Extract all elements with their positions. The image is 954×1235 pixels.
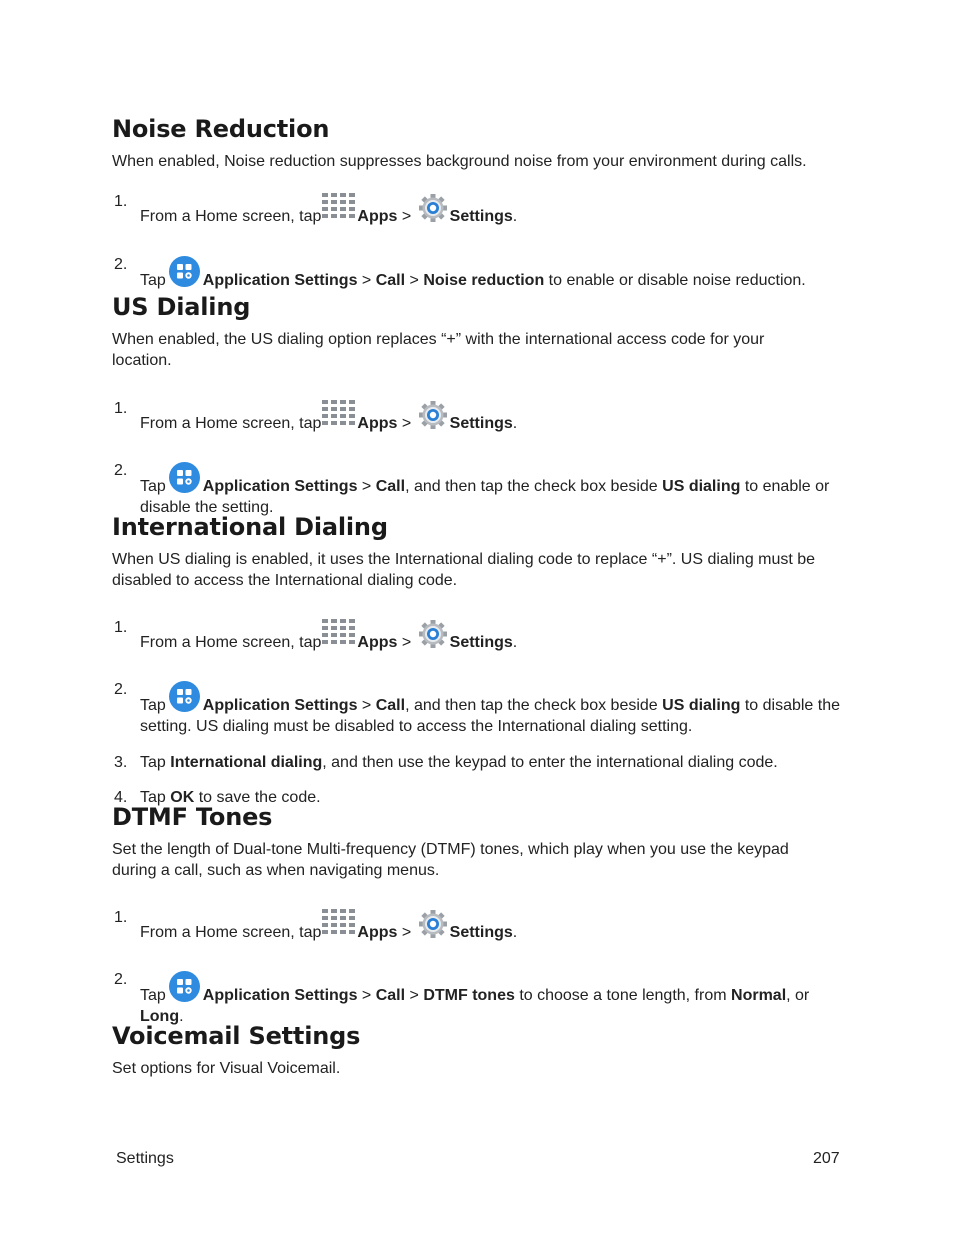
step-list xyxy=(112,617,852,808)
ok-label: OK xyxy=(170,789,195,806)
step-text: , and then tap the check box beside xyxy=(405,478,658,495)
step-text: From a Home screen, tap xyxy=(140,924,322,941)
section-title: DTMF Tones xyxy=(112,803,273,831)
step-number: 2. xyxy=(114,256,128,273)
step-item xyxy=(112,969,852,1027)
step-number: 2. xyxy=(114,681,128,698)
step-text: , and then tap the check box beside xyxy=(405,697,658,714)
step-item xyxy=(112,254,852,291)
section-description: When US dialing is enabled, it uses the International dialing code to replace “+”. US dialing must be disabled to access the International dialing code. xyxy=(112,551,816,589)
apps-label: Apps xyxy=(357,634,398,651)
section-description: When enabled, the US dialing option replaces “+” with the international access code for your location. xyxy=(112,331,765,369)
step-text: Tap xyxy=(140,987,166,1004)
call-label: Call xyxy=(375,697,406,714)
step-number: 2. xyxy=(114,462,128,479)
section-title: US Dialing xyxy=(112,293,251,321)
section-description: Set options for Visual Voicemail. xyxy=(112,1060,341,1077)
step-text: Tap xyxy=(140,697,166,714)
step-number: 1. xyxy=(114,619,128,636)
option-label: US dialing xyxy=(662,478,741,495)
step-text: From a Home screen, tap xyxy=(140,415,322,432)
apps-grid-icon xyxy=(322,398,356,428)
option-label: International dialing xyxy=(170,754,323,771)
separator: > xyxy=(401,415,412,432)
step-item xyxy=(112,907,852,943)
punctuation: . xyxy=(512,924,518,941)
application-settings-icon xyxy=(169,254,200,285)
long-label: Long xyxy=(140,1008,180,1025)
step-text: From a Home screen, tap xyxy=(140,208,322,225)
step-item xyxy=(112,679,852,737)
settings-gear-icon xyxy=(418,617,448,647)
step-item xyxy=(112,191,852,227)
call-label: Call xyxy=(375,272,406,289)
section-us-dialing xyxy=(112,292,852,518)
step-text: From a Home screen, tap xyxy=(140,634,322,651)
punctuation: . xyxy=(179,1008,184,1025)
settings-gear-icon xyxy=(418,398,448,428)
step-number: 3. xyxy=(114,754,128,771)
step-text: to enable or disable noise reduction. xyxy=(548,272,806,289)
separator: > xyxy=(401,208,412,225)
step-text: , and then use the keypad to enter the international dialing code. xyxy=(322,754,778,771)
section-description: When enabled, Noise reduction suppresses background noise from your environment during calls. xyxy=(112,153,807,170)
step-text: , or xyxy=(786,987,810,1004)
section-title: Noise Reduction xyxy=(112,115,330,143)
step-number: 1. xyxy=(114,193,128,210)
option-label: Noise reduction xyxy=(423,272,545,289)
step-number: 1. xyxy=(114,400,128,417)
apps-label: Apps xyxy=(357,415,398,432)
apps-grid-icon xyxy=(322,191,356,221)
punctuation: . xyxy=(512,415,518,432)
section-description: Set the length of Dual-tone Multi-frequency (DTMF) tones, which play when you use the keypad during a call, such as when navigating menus. xyxy=(112,841,789,879)
step-text: to disable the setting. US dialing must be disabled to access the International dialing setting. xyxy=(140,697,841,735)
application-settings-icon xyxy=(169,969,200,1000)
step-text: to save the code. xyxy=(198,789,321,806)
footer-page-number: 207 xyxy=(813,1150,840,1167)
step-text: Tap xyxy=(140,478,166,495)
settings-gear-icon xyxy=(418,191,448,221)
apps-label: Apps xyxy=(357,924,398,941)
settings-gear-icon xyxy=(418,907,448,937)
separator: > xyxy=(409,272,419,289)
step-number: 4. xyxy=(114,789,128,806)
separator: > xyxy=(361,697,372,714)
section-noise-reduction xyxy=(112,114,852,291)
punctuation: . xyxy=(512,208,518,225)
step-number: 1. xyxy=(114,909,128,926)
application-settings-label: Application Settings xyxy=(202,697,358,714)
settings-label: Settings xyxy=(449,415,513,432)
step-number: 2. xyxy=(114,971,128,988)
separator: > xyxy=(401,924,412,941)
footer-section-label: Settings xyxy=(116,1150,174,1167)
application-settings-icon xyxy=(169,679,200,710)
section-dtmf-tones xyxy=(112,802,852,1027)
step-list xyxy=(112,398,852,518)
call-label: Call xyxy=(375,987,406,1004)
option-label: US dialing xyxy=(662,697,741,714)
separator: > xyxy=(401,634,412,651)
step-text: Tap xyxy=(140,272,166,289)
apps-label: Apps xyxy=(357,208,398,225)
step-text: to choose a tone length, from xyxy=(519,987,727,1004)
application-settings-label: Application Settings xyxy=(202,272,358,289)
settings-label: Settings xyxy=(449,634,513,651)
section-international-dialing xyxy=(112,512,852,808)
step-item xyxy=(112,460,852,518)
step-text: to enable or disable the setting. xyxy=(140,478,830,516)
step-text: Tap xyxy=(140,754,166,771)
step-item xyxy=(112,617,852,653)
application-settings-icon xyxy=(169,460,200,491)
section-title: International Dialing xyxy=(112,513,388,541)
separator: > xyxy=(361,987,372,1004)
separator: > xyxy=(409,987,419,1004)
step-text: Tap xyxy=(140,789,166,806)
step-list xyxy=(112,191,852,291)
application-settings-label: Application Settings xyxy=(202,987,358,1004)
step-list xyxy=(112,907,852,1027)
separator: > xyxy=(361,478,372,495)
section-voicemail-settings xyxy=(112,1021,852,1079)
separator: > xyxy=(361,272,372,289)
application-settings-label: Application Settings xyxy=(202,478,358,495)
apps-grid-icon xyxy=(322,907,356,937)
call-label: Call xyxy=(375,478,406,495)
punctuation: . xyxy=(512,634,518,651)
step-item xyxy=(112,398,852,434)
option-label: DTMF tones xyxy=(423,987,515,1004)
settings-label: Settings xyxy=(449,924,513,941)
section-title: Voicemail Settings xyxy=(112,1022,361,1050)
normal-label: Normal xyxy=(731,987,787,1004)
step-item xyxy=(112,752,852,773)
apps-grid-icon xyxy=(322,617,356,647)
settings-label: Settings xyxy=(449,208,513,225)
